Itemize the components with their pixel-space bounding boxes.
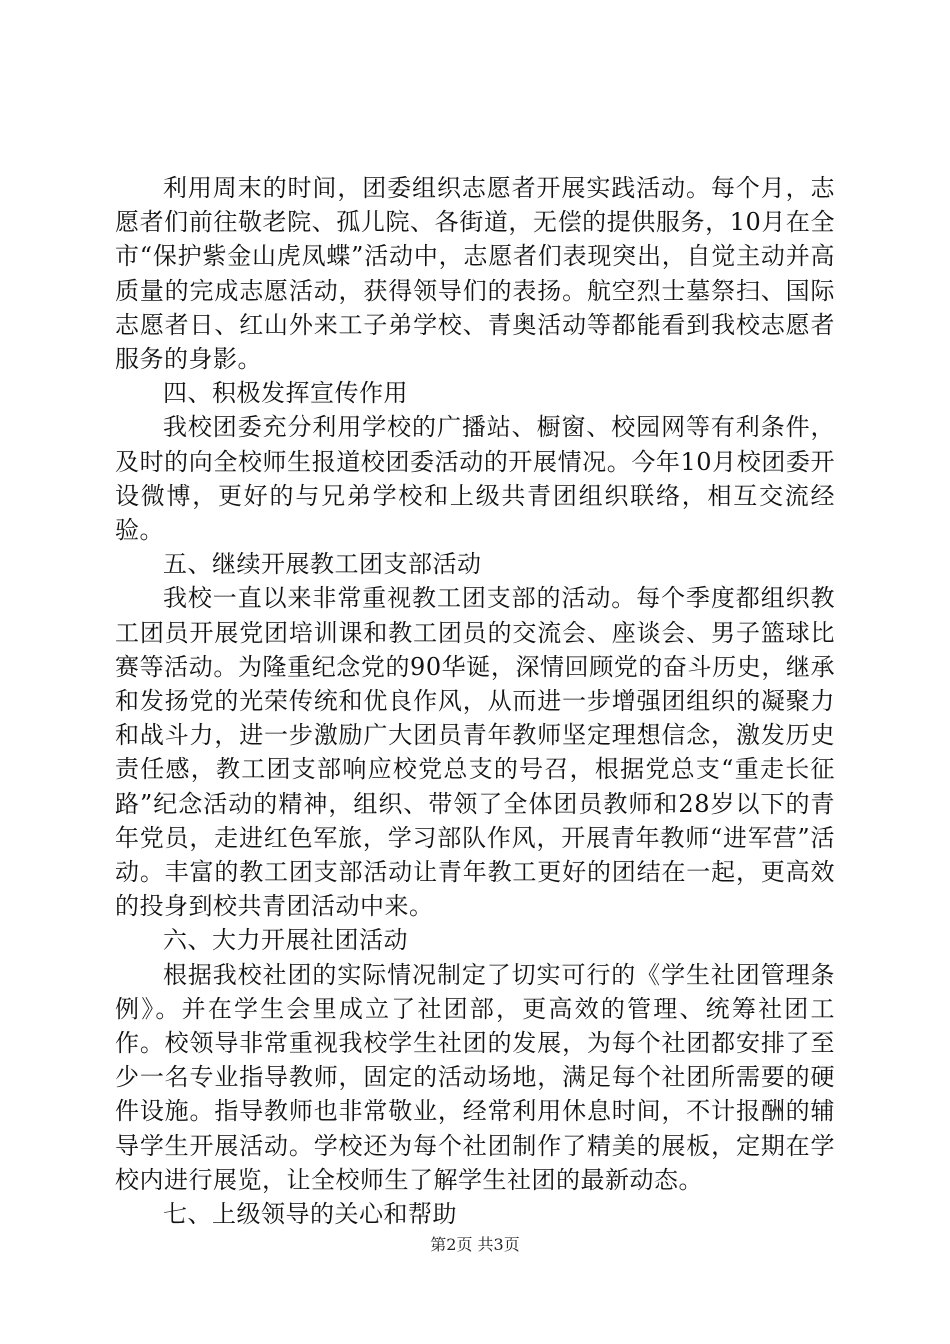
paragraph-student-clubs: 根据我校社团的实际情况制定了切实可行的《学生社团管理条例》。并在学生会里成立了社团部，更高效的管理、统筹社团工作。校领导非常重视我校学生社团的发展，为每个社团都安排了至少一名专业指导教师，固定的活动场地，满足每个社团所需要的硬件设施。指导教师也非常敬业，经常利用休息时间，不计报酬的辅导学生开展活动。学校还为每个社团制作了精美的展板，定期在学校内进行展览，让全校师生了解学生社团的最新动态。: [115, 960, 835, 1194]
page-number-footer: 第2页 共3页: [430, 1235, 520, 1254]
section-heading-4: 四、积极发挥宣传作用: [163, 379, 408, 408]
document-body: [115, 171, 835, 1231]
section-heading-7: 七、上级领导的关心和帮助: [163, 1200, 457, 1229]
paragraph-teacher-league-branch: 我校一直以来非常重视教工团支部的活动。每个季度都组织教工团员开展党团培训课和教工团员的交流会、座谈会、男子篮球比赛等活动。为隆重纪念党的90华诞，深情回顾党的奋斗历史，继承和发扬党的光荣传统和优良作风，从而进一步增强团组织的凝聚力和战斗力，进一步激励广大团员青年教师坚定理想信念，激发历史责任感，教工团支部响应校党总支的号召，根据党总支“重走长征路”纪念活动的精神，组织、带领了全体团员教师和28岁以下的青年党员，走进红色军旅，学习部队作风，开展青年教师“进军营”活动。丰富的教工团支部活动让青年教工更好的团结在一起，更高效的投身到校共青团活动中来。: [115, 584, 835, 921]
paragraph-publicity: 我校团委充分利用学校的广播站、橱窗、校园网等有利条件，及时的向全校师生报道校团委活动的开展情况。今年10月校团委开设微博，更好的与兄弟学校和上级共青团组织联络，相互交流经验。: [115, 413, 835, 545]
paragraph-volunteer-activities: 利用周末的时间，团委组织志愿者开展实践活动。每个月，志愿者们前往敬老院、孤儿院、各街道，无偿的提供服务，10月在全市“保护紫金山虎凤蝶”活动中，志愿者们表现突出，自觉主动并高质量的完成志愿活动，获得领导们的表扬。航空烈士墓祭扫、国际志愿者日、红山外来工子弟学校、青奥活动等都能看到我校志愿者服务的身影。: [115, 174, 835, 374]
section-heading-5: 五、继续开展教工团支部活动: [163, 550, 482, 579]
section-heading-6: 六、大力开展社团活动: [163, 926, 408, 955]
